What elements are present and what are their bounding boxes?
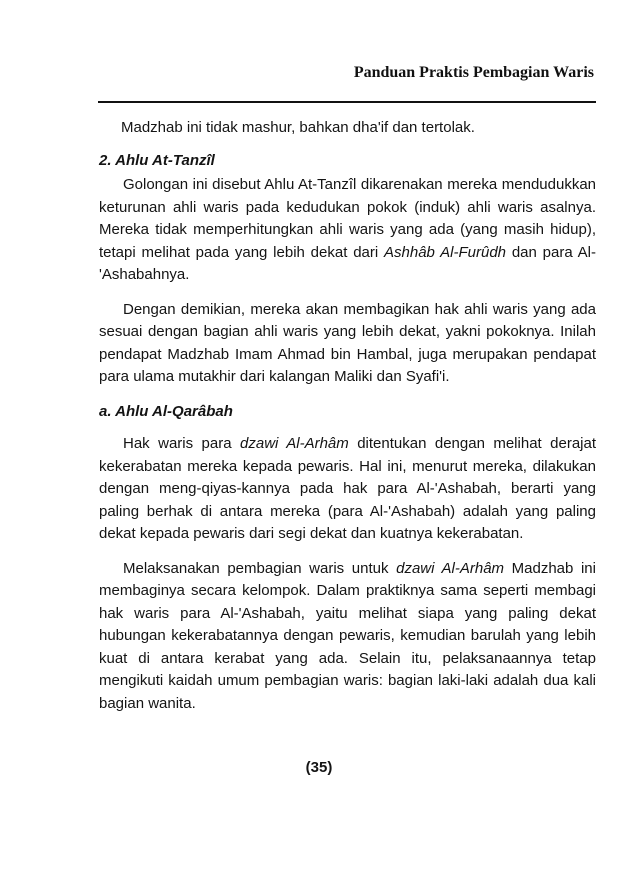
paragraph-tanzil-method: Dengan demikian, mereka akan membagikan hak ahli waris yang ada sesuai dengan bagian ahli waris yang lebih dekat, yakni pokoknya. Inilah pendapat Madzhab Imam Ahmad bin Hambal, juga merupakan pendapat para ulama mutakhir dari kalangan Maliki dan Syafi'i. [99,300,596,385]
text-run: Madzhab ini membaginya secara kelompok. Dalam praktiknya sama seperti membagi hak waris para Al-'Ashabah, yaitu melihat siapa yang paling dekat hubungan kekerabatannya dengan pewaris, kemudian barulah yang lebih kuat di antara kerabat yang ada. Selain itu, pelaksanaannya tetap mengikuti kaidah umum pembagian waris: bagian laki-laki adalah dua kali bagian wanita. [99,559,596,712]
text-run: ditentukan dengan melihat derajat kekerabatan mereka kepada pewaris. Hal ini, menurut mereka, dilakukan dengan meng-qiyas-kannya pada hak para Al-'Ashabah, berarti yang paling berhak di antara mereka (para Al-'Ashabah) adalah yang paling dekat kepada pewaris dari segi dekat dan kuatnya kekerabatan. [99,435,596,542]
text-run: Melaksanakan pembagian waris untuk [123,559,397,577]
paragraph-tanzil-definition [99,174,596,287]
italic-term: dzawi Al-Arhâm [396,559,505,577]
page-body [99,117,596,727]
page-number: (35) [305,759,333,776]
section-heading-ahlu-al-qarabah: a. Ahlu Al-Qarâbah [99,402,233,420]
italic-term: Ashhâb Al-Furûdh [384,243,507,261]
running-title: Panduan Praktis Pembagian Waris [353,64,594,81]
section-heading-ahlu-at-tanzil: 2. Ahlu At-Tanzîl [99,151,215,169]
paragraph-intro: Madzhab ini tidak mashur, bahkan dha'if dan tertolak. [121,119,475,136]
text-run: Hak waris para [123,435,241,452]
text-run: dan para Al-'Ashabahnya. [99,243,596,283]
italic-term: dzawi Al-Arhâm [240,435,349,452]
text-run: Golongan ini disebut Ahlu At-Tanzîl dikarenakan mereka mendudukkan keturunan ahli waris pada kedudukan pokok (induk) ahli waris asalnya. Mereka tidak memperhitungkan ahli waris yang ada (yang masih hidup), tetapi melihat pada yang lebih dekat dari [99,176,596,261]
paragraph-qarabah-definition [99,433,596,546]
header-rule [98,101,596,103]
paragraph-qarabah-method [99,558,596,716]
